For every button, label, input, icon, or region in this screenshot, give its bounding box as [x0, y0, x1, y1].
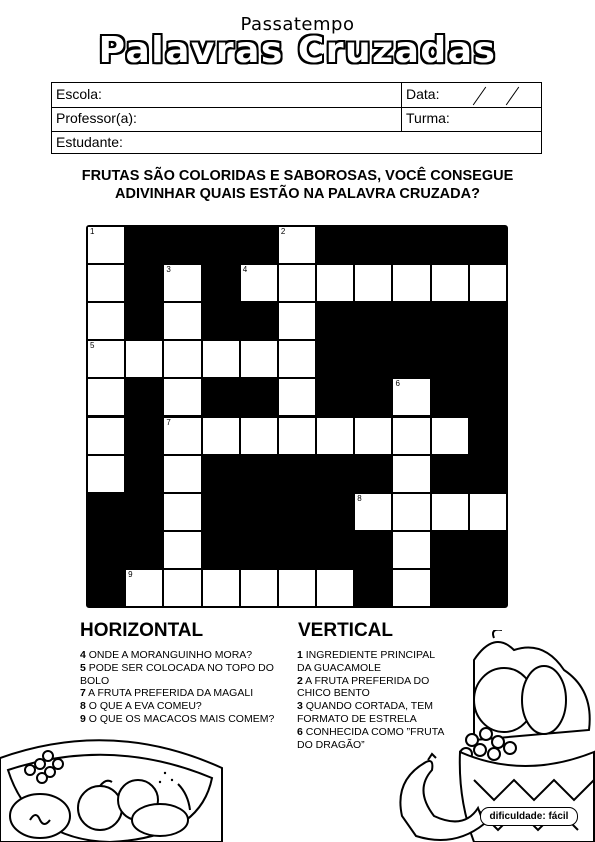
clue-number: 7: [166, 417, 171, 427]
clue-number: 3: [166, 265, 171, 275]
clue-number: 5: [80, 661, 86, 674]
question-line: FRUTAS SÃO COLORIDAS E SABOROSAS, VOCÊ CONSEGUE: [81, 168, 514, 184]
crossword-cell[interactable]: [126, 341, 162, 377]
fruit-bowl-illustration: [0, 728, 225, 842]
crossword-cell[interactable]: [164, 494, 200, 530]
crossword-cell[interactable]: [88, 303, 124, 339]
clue-text: O QUE OS MACACOS MAIS COMEM?: [85, 712, 275, 725]
crossword-cell[interactable]: [164, 570, 200, 606]
crossword-cell[interactable]: [203, 570, 239, 606]
clue-item: [80, 649, 292, 662]
page-title: Palavras Cruzadas: [98, 30, 497, 71]
class-label: Turma:: [406, 110, 450, 126]
clue-number: 5: [90, 341, 95, 351]
clue-number: 1: [90, 227, 95, 236]
clue-text: PODE SER COLOCADA NO TOPO DO BOLO: [80, 661, 274, 687]
vertical-heading: VERTICAL: [298, 620, 393, 641]
question: [0, 167, 595, 203]
clue-text: ONDE A MORANGUINHO MORA?: [85, 649, 253, 661]
date-slash: [473, 87, 486, 106]
crossword-cell[interactable]: [88, 341, 124, 377]
crossword-cell[interactable]: [241, 570, 277, 606]
crossword-cell[interactable]: [241, 265, 277, 301]
crossword-cell[interactable]: [203, 418, 239, 454]
clue-item: [80, 713, 292, 726]
clue-item: [80, 687, 292, 700]
crossword-cell[interactable]: [317, 265, 353, 301]
crossword-cell[interactable]: [164, 341, 200, 377]
crossword-cell[interactable]: [164, 265, 200, 301]
crossword-cell[interactable]: [164, 532, 200, 568]
student-label: Estudante:: [56, 134, 123, 150]
horizontal-clues: [80, 649, 292, 726]
clue-number: 4: [242, 265, 248, 275]
date-label: Data:: [406, 86, 440, 102]
crossword-cell[interactable]: [279, 418, 315, 454]
teacher-label: Professor(a):: [56, 110, 137, 126]
crossword-cell[interactable]: [393, 418, 429, 454]
clue-number: 3: [297, 700, 303, 713]
crossword-cell[interactable]: [279, 303, 315, 339]
crossword-cell[interactable]: [317, 418, 353, 454]
crossword-cell[interactable]: [164, 456, 200, 492]
question-line: ADIVINHAR QUAIS ESTÃO NA PALAVRA CRUZADA?: [115, 186, 480, 202]
clue-item: [80, 700, 292, 713]
clue-text: A FRUTA PREFERIDA DO CHICO BENTO: [297, 674, 430, 700]
clue-number: 6: [395, 379, 400, 389]
clue-number: 2: [297, 674, 303, 687]
clue-number: 9: [80, 712, 86, 725]
divider: [401, 83, 402, 107]
crossword-cell[interactable]: [279, 379, 315, 415]
date-slash: [506, 87, 519, 106]
crossword-cell[interactable]: [355, 494, 391, 530]
crossword-cell[interactable]: [279, 227, 315, 263]
crossword-cell[interactable]: [241, 418, 277, 454]
clue-text: CONHECIDA COMO ”FRUTA DO DRAGÃO”: [297, 725, 444, 751]
crossword-cell[interactable]: [470, 265, 506, 301]
crossword-cell[interactable]: [164, 379, 200, 415]
clue-number: 8: [357, 493, 362, 503]
info-table: [51, 82, 542, 154]
crossword-cell[interactable]: [88, 379, 124, 415]
crossword-cell[interactable]: [432, 494, 468, 530]
crossword-cell[interactable]: [393, 456, 429, 492]
clue-number: 8: [80, 700, 86, 713]
info-row-teacher: [52, 107, 541, 132]
clue-text: QUANDO CORTADA, TEM FORMATO DE ESTRELA: [297, 700, 433, 725]
difficulty-badge: dificuldade: fácil: [480, 807, 578, 826]
crossword-cell[interactable]: [279, 570, 315, 606]
school-label: Escola:: [56, 86, 102, 102]
crossword-cell[interactable]: [393, 532, 429, 568]
crossword-cell[interactable]: [88, 418, 124, 454]
info-row-school: [52, 83, 541, 108]
horizontal-heading: HORIZONTAL: [80, 620, 204, 641]
clue-text: O QUE A EVA COMEU?: [85, 700, 202, 713]
crossword-cell[interactable]: [88, 227, 124, 263]
info-row-student: [52, 131, 541, 155]
clue-item: [80, 662, 292, 688]
clue-number: 1: [297, 649, 303, 661]
crossword-cell[interactable]: [355, 418, 391, 454]
crossword-cell[interactable]: [164, 303, 200, 339]
crossword-cell[interactable]: [164, 418, 200, 454]
clue-number: 7: [80, 687, 86, 700]
crossword-cell[interactable]: [203, 341, 239, 377]
clue-number: 2: [280, 227, 286, 236]
crossword-cell[interactable]: [88, 456, 124, 492]
crossword-cell[interactable]: [393, 570, 429, 606]
crossword-cell[interactable]: [355, 265, 391, 301]
crossword-cell[interactable]: [432, 265, 468, 301]
crossword-cell[interactable]: [432, 418, 468, 454]
crossword-cell[interactable]: [279, 341, 315, 377]
crossword-cell[interactable]: [126, 570, 162, 606]
crossword-cell[interactable]: [241, 341, 277, 377]
crossword-cell[interactable]: [393, 265, 429, 301]
crossword-cell[interactable]: [470, 494, 506, 530]
subtitle: Passatempo: [240, 14, 355, 35]
clue-text: A FRUTA PREFERIDA DA MAGALI: [85, 687, 254, 700]
crossword-cell[interactable]: [279, 265, 315, 301]
divider: [401, 107, 402, 131]
crossword-grid: [86, 225, 508, 608]
crossword-cell[interactable]: [317, 570, 353, 606]
clue-number: 9: [128, 569, 133, 579]
clue-number: 4: [80, 649, 86, 661]
crossword-cell[interactable]: [393, 494, 429, 530]
crossword-cell[interactable]: [393, 379, 429, 415]
clue-number: 6: [297, 725, 303, 738]
crossword-cell[interactable]: [88, 265, 124, 301]
clue-text: INGREDIENTE PRINCIPAL DA GUACAMOLE: [297, 649, 435, 674]
